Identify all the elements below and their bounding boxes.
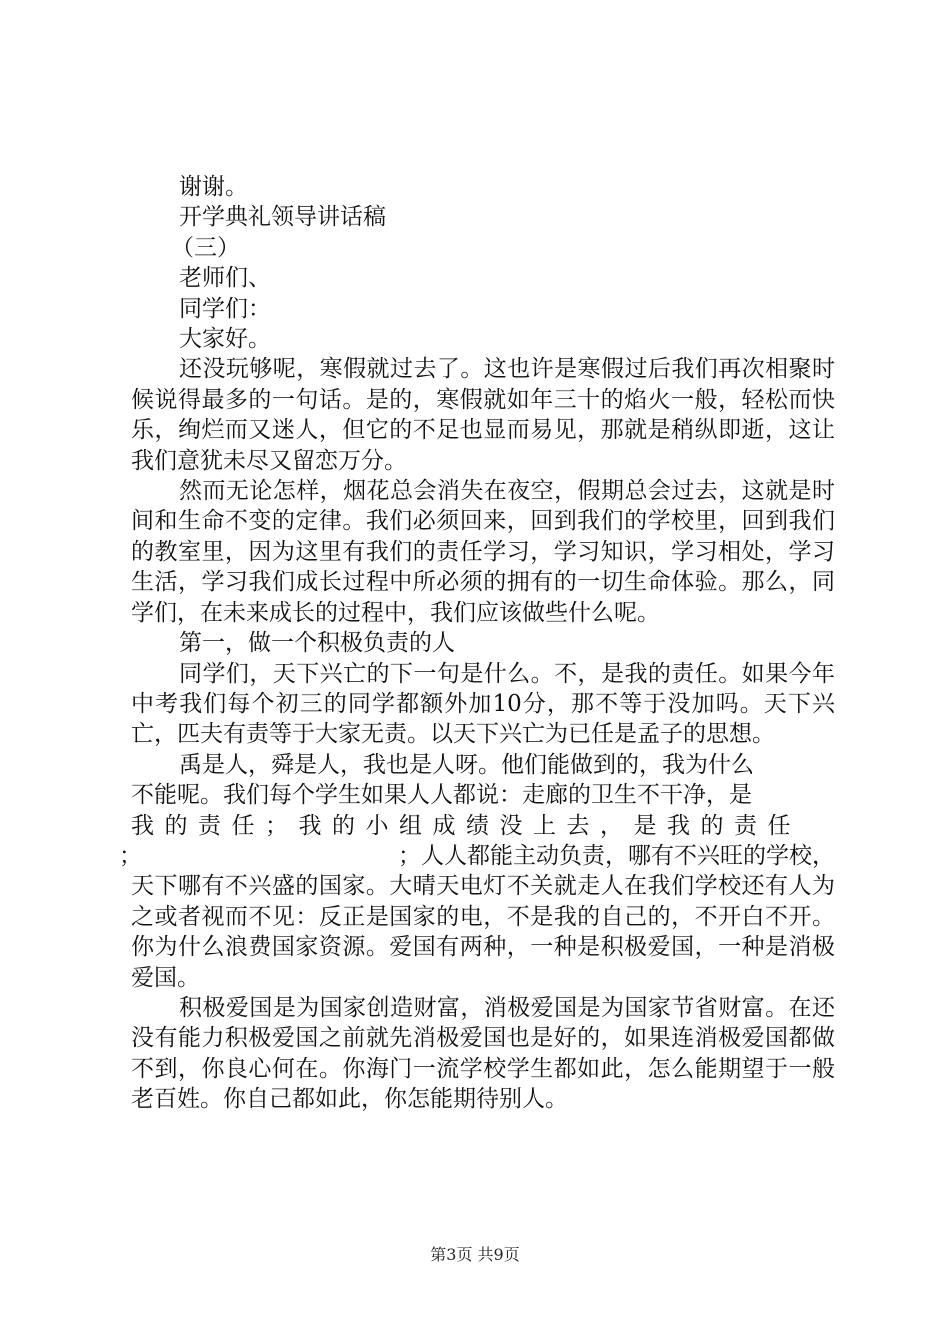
- paragraph-4-line-2: 不能呢。我们每个学生如果人人都说：走廊的卫生不干净，是: [131, 782, 752, 809]
- page-footer: 第3页 共9页: [430, 1245, 520, 1264]
- greeting: 大家好。: [179, 326, 271, 353]
- subheading-first: 第一，做一个积极负责的人: [179, 630, 455, 657]
- paragraph-3: 同学们，天下兴亡的下一句是什么。不，是我的责任。如果今年中考我们每个初三的同学都额外加10分，那不等于没加吗。天下兴亡，匹夫有责等于大家无责。以天下兴亡为已任是孟子的思想。: [131, 660, 835, 748]
- paragraph-4-line-4: [119, 841, 835, 871]
- document-body: [119, 172, 835, 1115]
- paragraph-4-semicolon: ；: [119, 842, 142, 869]
- salutation-students: 同学们：: [179, 295, 271, 322]
- paragraph-4: [119, 750, 835, 993]
- section-number: （三）: [171, 234, 240, 261]
- paragraph-4-line-3: 我的责任；我的小组成绩没上去，是我的责任: [131, 812, 801, 839]
- salutation-teachers: 老师们、: [179, 265, 271, 292]
- paragraph-1: 还没玩够呢，寒假就过去了。这也许是寒假过后我们再次相聚时候说得最多的一句话。是的，寒假就如年三十的焰火一般，轻松而快乐，绚烂而又迷人，但它的不足也显而易见，那就是稍纵即逝，这让我们意犹未尽又留恋万分。: [131, 356, 835, 474]
- paragraph-4-line-1: 禹是人，舜是人，我也是人呀。他们能做到的，我为什么: [179, 751, 754, 778]
- section-title: 开学典礼领导讲话稿: [179, 204, 386, 231]
- paragraph-4-line-4-text: ；人人都能主动负责，哪有不兴旺的学校，: [398, 842, 835, 869]
- paragraph-4-rest: 天下哪有不兴盛的国家。大晴天电灯不关就走人在我们学校还有人为之或者视而不见：反正是国家的电，不是我的自己的，不开白不开。你为什么浪费国家资源。爱国有两种，一种是积极爱国，一种是消极爱国。: [131, 873, 835, 991]
- paragraph-2: 然而无论怎样，烟花总会消失在夜空，假期总会过去，这就是时间和生命不变的定律。我们必须回来，回到我们的学校里，回到我们的教室里，因为这里有我们的责任学习，学习知识，学习相处，学习生活，学习我们成长过程中所必须的拥有的一切生命体验。那么，同学们，在未来成长的过程中，我们应该做些什么呢。: [131, 478, 835, 626]
- paragraph-5: 积极爱国是为国家创造财富，消极爱国是为国家节省财富。在还没有能力积极爱国之前就先消极爱国也是好的，如果连消极爱国都做不到，你良心何在。你海门一流学校学生都如此，怎么能期望于一般老百姓。你自己都如此，你怎能期待别人。: [131, 994, 835, 1113]
- closing-line: 谢谢。: [179, 174, 248, 200]
